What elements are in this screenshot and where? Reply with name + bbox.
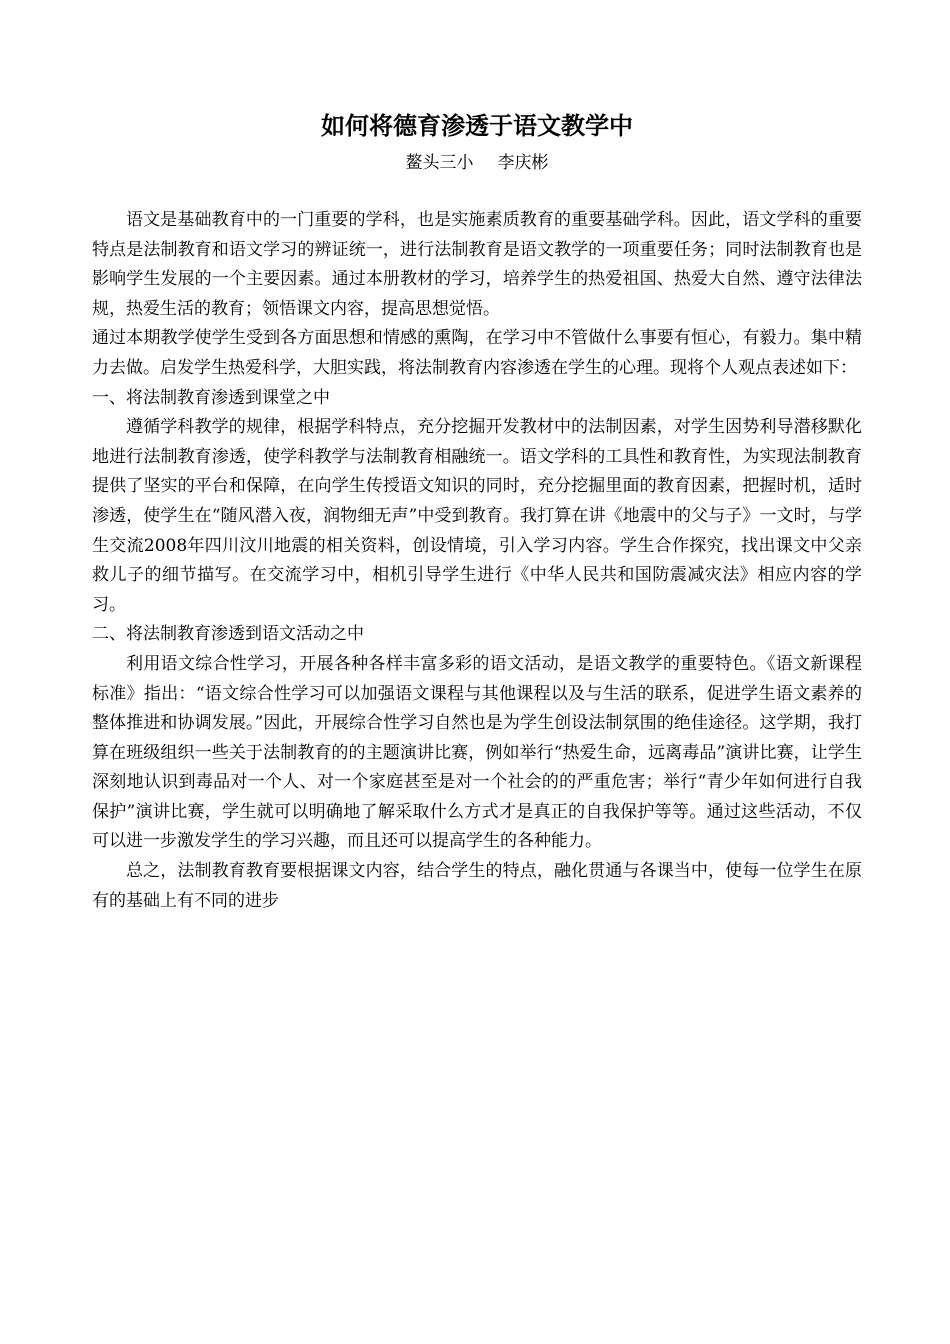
- paragraph-intro: 语文是基础教育中的一门重要的学科，也是实施素质教育的重要基础学科。因此，语文学科的重要特点是法制教育和语文学习的辨证统一，进行法制教育是语文教学的一项重要任务；同时法制教育也是影响学生发展的一个主要因素。通过本册教材的学习，培养学生的热爱祖国、热爱大自然、遵守法律法规，热爱生活的教育；领悟课文内容，提高思想觉悟。: [92, 210, 862, 319]
- document-page: [92, 108, 862, 916]
- paragraph-classroom: 遵循学科教学的规律，根据学科特点，充分挖掘开发教材中的法制因素，对学生因势利导潜移默化地进行法制教育渗透，使学科教学与法制教育相融统一。语文学科的工具性和教育性，为实现法制教育提供了坚实的平台和保障，在向学生传授语文知识的同时，充分挖掘里面的教育因素，把握时机，适时渗透，使学生在“随风潜入夜，润物细无声”中受到教育。我打算在讲《地震中的父与子》一文时，与学生交流2008年四川汶川地震的相关资料，创设情境，引入学习内容。学生合作探究，找出课文中父亲救儿子的细节描写。在交流学习中，相机引导学生进行《中华人民共和国防震减灾法》相应内容的学习。: [92, 417, 862, 615]
- author-line: [92, 150, 862, 176]
- paragraph-conclusion: 总之，法制教育教育要根据课文内容，结合学生的特点，融化贯通与各课当中，使每一位学生在原有的基础上有不同的进步: [92, 861, 862, 911]
- paragraph-activities: 利用语文综合性学习，开展各种各样丰富多彩的语文活动，是语文教学的重要特色。《语文新课程标准》指出：“语文综合性学习可以加强语文课程与其他课程以及与生活的联系，促进学生语文素养的整体推进和协调发展。”因此，开展综合性学习自然也是为学生创设法制氛围的绝佳途径。这学期，我打算在班级组织一些关于法制教育的的主题演讲比赛，例如举行“热爱生命，远离毒品”演讲比赛，让学生深刻地认识到毒品对一个人、对一个家庭甚至是对一个社会的的严重危害；举行“青少年如何进行自我保护”演讲比赛，学生就可以明确地了解采取什么方式才是真正的自我保护等等。通过这些活动，不仅可以进一步激发学生的学习兴趣，而且还可以提高学生的各种能力。: [92, 653, 862, 852]
- paragraph-goals: 通过本期教学使学生受到各方面思想和情感的熏陶，在学习中不管做什么事要有恒心，有毅力。集中精力去做。启发学生热爱科学，大胆实践，将法制教育内容渗透在学生的心理。现将个人观点表述如下：: [92, 328, 862, 378]
- author-school: 鳌头三小: [405, 153, 474, 173]
- document-title: 如何将德育渗透于语文教学中: [321, 111, 633, 140]
- section-heading-classroom: 一、将法制教育渗透到课堂之中: [92, 387, 330, 408]
- section-heading-activities: 二、将法制教育渗透到语文活动之中: [92, 624, 364, 645]
- author-name: 李庆彬: [497, 153, 549, 173]
